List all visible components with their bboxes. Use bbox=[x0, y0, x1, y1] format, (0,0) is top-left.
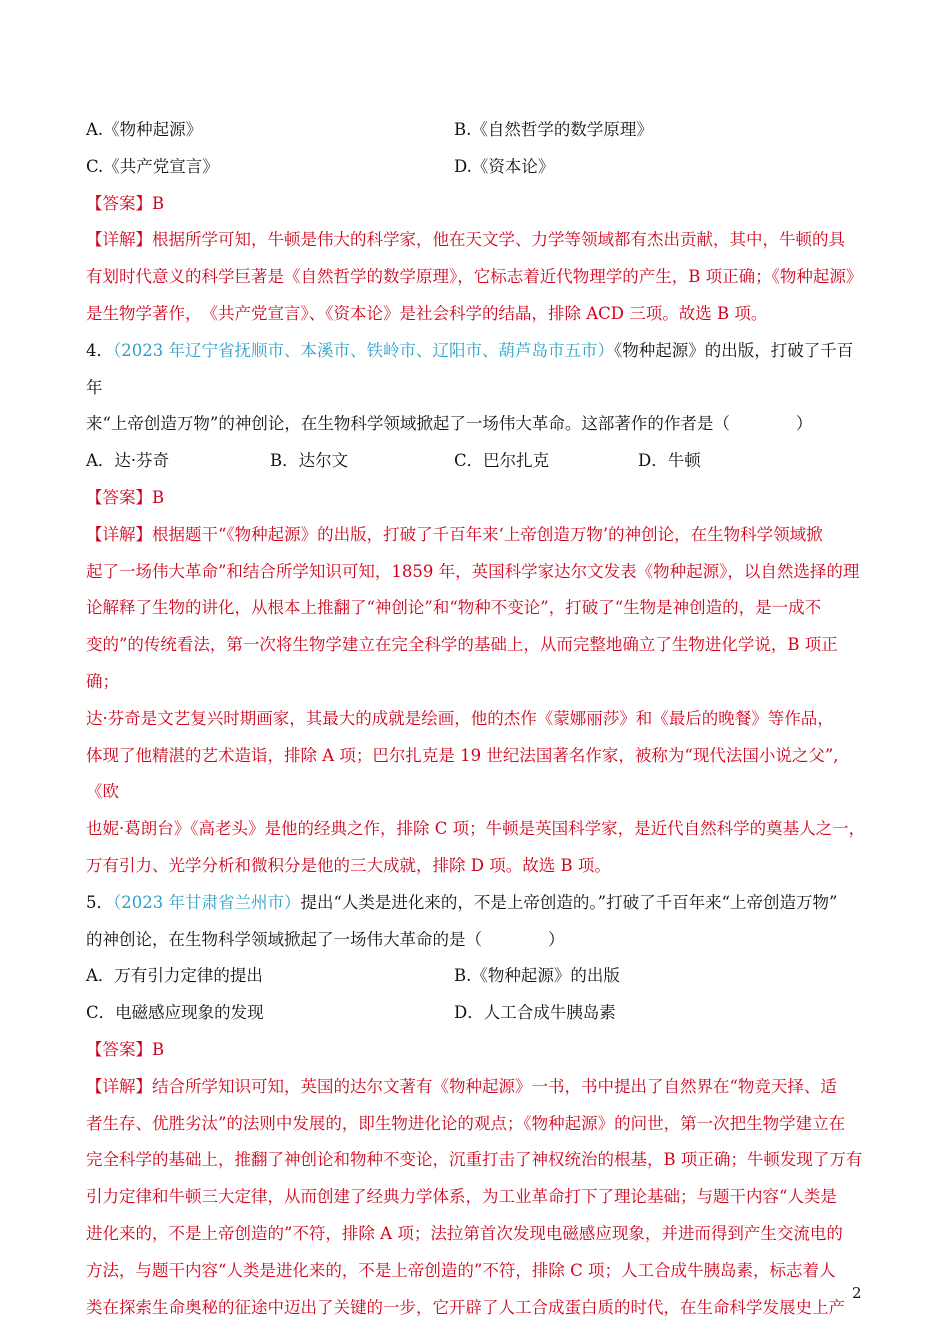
q5-detail-line: 结合所学知识可知，英国的达尔文著有《物种起源》一书，书中提出了自然界在“物竞天择、适 bbox=[152, 1076, 837, 1096]
q5-detail-line: 引力定律和牛顿三大定律，从而创建了经典力学体系，为工业革命打下了理论基础；与题干内容“人类是 bbox=[86, 1187, 837, 1207]
q3-option-c: C.《共产党宣言》 bbox=[86, 156, 219, 176]
q5-stem bbox=[86, 885, 866, 959]
q3-detail-label: 【详解】 bbox=[86, 230, 152, 250]
q4-option-a: A．达·芬奇 bbox=[86, 451, 170, 471]
q4-detail-line: 根据题干“《物种起源》的出版，打破了千百年来‘上帝创造万物’的神创论，在生物科学领域掀 bbox=[152, 524, 823, 544]
q3-options-row-1 bbox=[86, 112, 866, 149]
q5-options-row-2 bbox=[86, 995, 866, 1032]
q5-detail bbox=[86, 1069, 866, 1327]
q4-detail-line: 论解释了生物的讲化，从根本上推翻了“神创论”和“物种不变论”，打破了“生物是神创造的，是一成不 bbox=[86, 598, 822, 618]
q5-detail-line: 进化来的，不是上帝创造的”不符，排除 A 项；法拉第首次发现电磁感应现象，并进而得到产生交流电的 bbox=[86, 1223, 843, 1243]
q5-detail-label: 【详解】 bbox=[86, 1076, 152, 1096]
q4-detail-line: 体现了他精湛的艺术造诣，排除 A 项；巴尔扎克是 19 世纪法国著名作家，被称为“现代法国小说之父”,《欧 bbox=[86, 745, 839, 802]
q3-detail-line: 是生物学著作， 《共产党宣言》、《资本论》是社会科学的结晶，排除 ACD 三项。故选 B 项。 bbox=[86, 303, 768, 323]
q4-detail-line: 达·芬奇是文艺复兴时期画家，其最大的成就是绘画，他的杰作《蒙娜丽莎》和《最后的晚餐》等作品， bbox=[86, 708, 834, 728]
q4-option-b: B．达尔文 bbox=[270, 451, 349, 471]
q4-detail bbox=[86, 517, 866, 885]
q4-detail-line: 万有引力、光学分析和微积分是他的三大成就，排除 D 项。故选 B 项。 bbox=[86, 855, 611, 875]
q5-number: 5． bbox=[86, 892, 113, 912]
q3-detail-line: 根据所学可知，牛顿是伟大的科学家，他在天文学、力学等领域都有杰出贡献，其中，牛顿的具 bbox=[152, 230, 845, 250]
q5-stem-line: 的神创论，在生物科学领域掀起了一场伟大革命的是（ ） bbox=[86, 929, 565, 949]
q4-option-c: C．巴尔扎克 bbox=[454, 451, 550, 471]
q3-option-a: A.《物种起源》 bbox=[86, 120, 203, 139]
q3-option-d: D.《资本论》 bbox=[454, 156, 555, 176]
q4-detail-line: 也妮·葛朗台》《高老头》是他的经典之作，排除 C 项；牛顿是英国科学家，是近代自然科学的奠基人之一， bbox=[86, 819, 866, 839]
q5-answer: 【答案】B bbox=[86, 1039, 165, 1059]
q4-stem-line: 《物种起源》的出版，打破了千百年 bbox=[86, 340, 854, 397]
q4-options-row bbox=[86, 443, 866, 480]
q3-answer: 【答案】B bbox=[86, 193, 165, 213]
q5-options-row-1 bbox=[86, 958, 866, 995]
q4-detail-line: 起了一场伟大革命”和结合所学知识可知，1859 年，英国科学家达尔文发表《物种起源》，以自然选择的理 bbox=[86, 561, 860, 581]
q5-option-b: B.《物种起源》的出版 bbox=[454, 966, 620, 986]
q5-detail-line: 者生存、优胜劣汰”的法则中发展的，即生物进化论的观点；《物种起源》的问世，第一次把生物学建立在 bbox=[86, 1113, 846, 1133]
q3-option-b: B.《自然哲学的数学原理》 bbox=[454, 120, 653, 139]
q5-option-c: C．电磁感应现象的发现 bbox=[86, 1003, 264, 1023]
q4-source: （2023 年辽宁省抚顺市、本溪市、铁岭市、辽阳市、葫芦岛市五市） bbox=[113, 340, 614, 360]
q5-detail-line: 完全科学的基础上，推翻了神创论和物种不变论，沉重打击了神权统治的根基，B 项正确；牛顿发现了万有 bbox=[86, 1150, 863, 1170]
q3-detail-line: 有划时代意义的科学巨著是《自然哲学的数学原理》，它标志着近代物理学的产生，B 项正确；《物种起源》 bbox=[86, 267, 863, 287]
q4-stem bbox=[86, 333, 866, 443]
q4-number: 4． bbox=[86, 340, 113, 360]
q5-stem-line: 提出“人类是进化来的，不是上帝创造的。”打破了千百年来“上帝创造万物” bbox=[300, 892, 838, 912]
q3-options-row-2 bbox=[86, 149, 866, 186]
document-page bbox=[86, 112, 866, 1326]
q5-detail-line: 类在探索生命奥秘的征途中迈出了关键的一步，它开辟了人工合成蛋白质的时代，在生命科学发展史上产 bbox=[86, 1297, 845, 1317]
q4-stem-line: 来“上帝创造万物”的神创论，在生物科学领域掀起了一场伟大革命。这部著作的作者是（ ） bbox=[86, 414, 813, 434]
q5-option-a: A．万有引力定律的提出 bbox=[86, 966, 263, 986]
q5-detail-line: 方法，与题干内容“人类是进化来的，不是上帝创造的”不符，排除 C 项；人工合成牛胰岛素，标志着人 bbox=[86, 1260, 836, 1280]
q4-detail-line: 变的”的传统看法，第一次将生物学建立在完全科学的基础上，从而完整地确立了生物进化学说，B 项正确； bbox=[86, 635, 838, 691]
q4-answer: 【答案】B bbox=[86, 487, 165, 507]
page-number: 2 bbox=[852, 1284, 862, 1302]
q4-detail-label: 【详解】 bbox=[86, 524, 152, 544]
q5-source: （2023 年甘肃省兰州市） bbox=[113, 892, 301, 912]
q3-detail bbox=[86, 222, 866, 332]
q4-option-d: D．牛顿 bbox=[638, 451, 701, 471]
q5-option-d: D．人工合成牛胰岛素 bbox=[454, 1003, 616, 1023]
